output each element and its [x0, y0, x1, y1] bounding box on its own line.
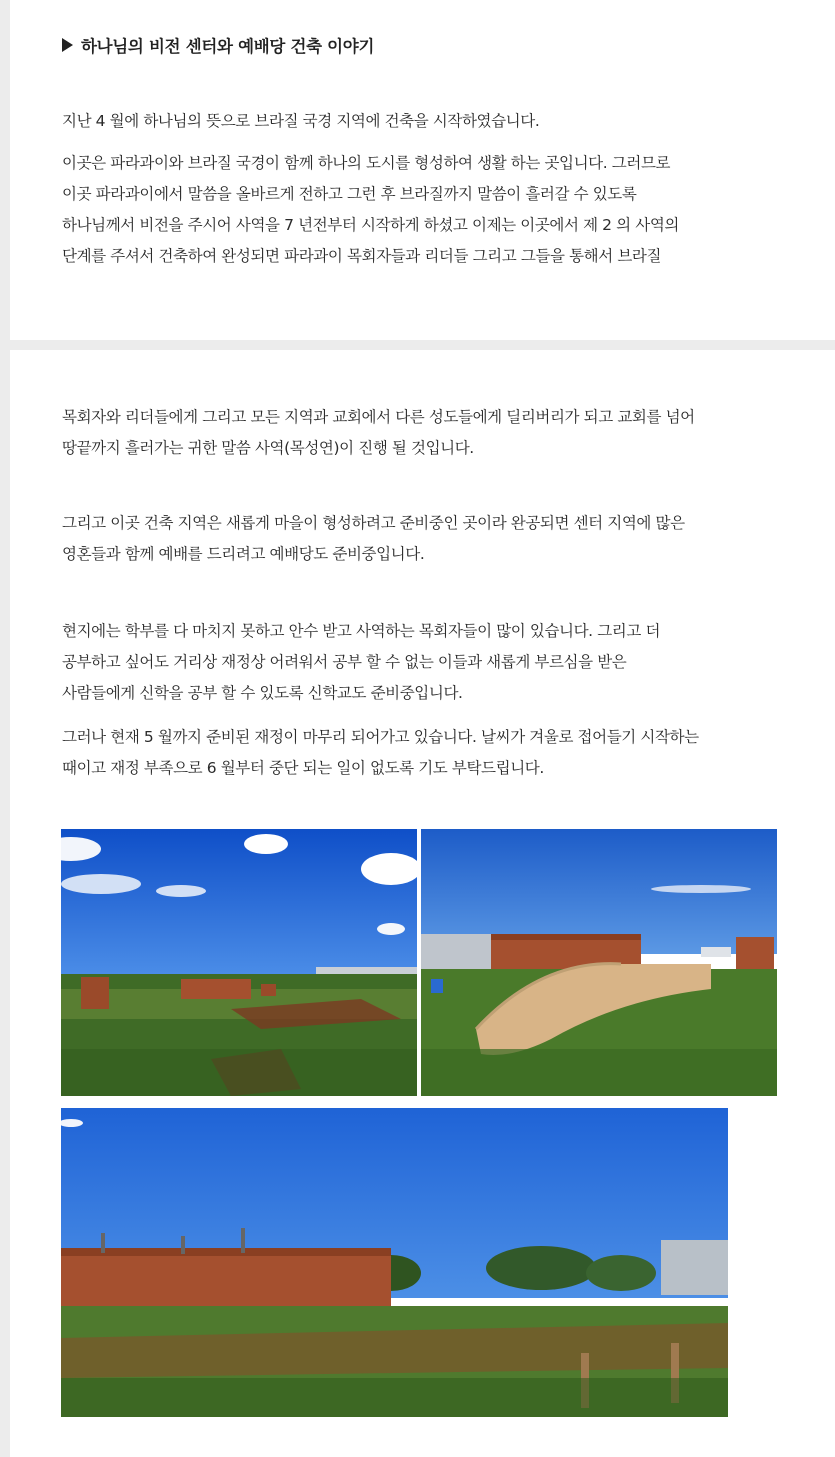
paragraph-ministry: [62, 402, 832, 464]
text-line: 목회자와 리더들에게 그리고 모든 지역과 교회에서 다른 성도들에게 딜리버리가 되고 교회를 넘어: [62, 408, 695, 426]
text-line: 단계를 주셔서 건축하여 완성되면 파라과이 목회자들과 리더들 그리고 그들을 통해서 브라질: [62, 247, 662, 265]
paragraph-prayer: [62, 722, 832, 784]
text-line: 사람들에게 신학을 공부 할 수 있도록 신학교도 준비중입니다.: [62, 684, 463, 702]
text-line: 현지에는 학부를 다 마치지 못하고 안수 받고 사역하는 목회자들이 많이 있습니다. 그리고 더: [62, 622, 661, 640]
text-line: 때이고 재정 부족으로 6 월부터 중단 되는 일이 없도록 기도 부탁드립니다.: [62, 759, 544, 777]
text-line: 그러나 현재 5 월까지 준비된 재정이 마무리 되어가고 있습니다. 날씨가 겨울로 접어들기 시작하는: [62, 728, 699, 746]
text-line: 땅끝까지 흘러가는 귀한 말씀 사역(목성연)이 진행 될 것입니다.: [62, 439, 474, 457]
text-line: 하나님께서 비전을 주시어 사역을 7 년전부터 시작하게 하셨고 이제는 이곳에서 제 2 의 사역의: [62, 216, 679, 234]
triangle-bullet-icon: [62, 38, 73, 52]
text-line: 영혼들과 함께 예배를 드리려고 예배당도 준비중입니다.: [62, 545, 425, 563]
post-card-bottom: [10, 350, 835, 1457]
text-line: 이곳 파라과이에서 말씀을 올바르게 전하고 그런 후 브라질까지 말씀이 흘러갈 수 있도록: [62, 185, 637, 203]
paragraph-intro: [62, 106, 832, 137]
construction-photo-3: [61, 1108, 728, 1417]
paragraph-seminary: [62, 616, 832, 709]
paragraph-vision: [62, 148, 832, 272]
construction-photo-2: [421, 829, 777, 1096]
text-line: 이곳은 파라과이와 브라질 국경이 함께 하나의 도시를 형성하여 생활 하는 곳입니다. 그러므로: [62, 154, 671, 172]
post-card-top: [10, 0, 835, 340]
paragraph-church: [62, 508, 832, 570]
text-line: 공부하고 싶어도 거리상 재정상 어려워서 공부 할 수 없는 이들과 새롭게 부르심을 받은: [62, 653, 627, 671]
text-line: 그리고 이곳 건축 지역은 새롭게 마을이 형성하려고 준비중인 곳이라 완공되면 센터 지역에 많은: [62, 514, 685, 532]
post-title: 하나님의 비전 센터와 예배당 건축 이야기: [81, 37, 375, 56]
text-line: 지난 4 월에 하나님의 뜻으로 브라질 국경 지역에 건축을 시작하였습니다.: [62, 112, 540, 130]
construction-photo-1: [61, 829, 417, 1096]
post-heading: [62, 33, 374, 57]
